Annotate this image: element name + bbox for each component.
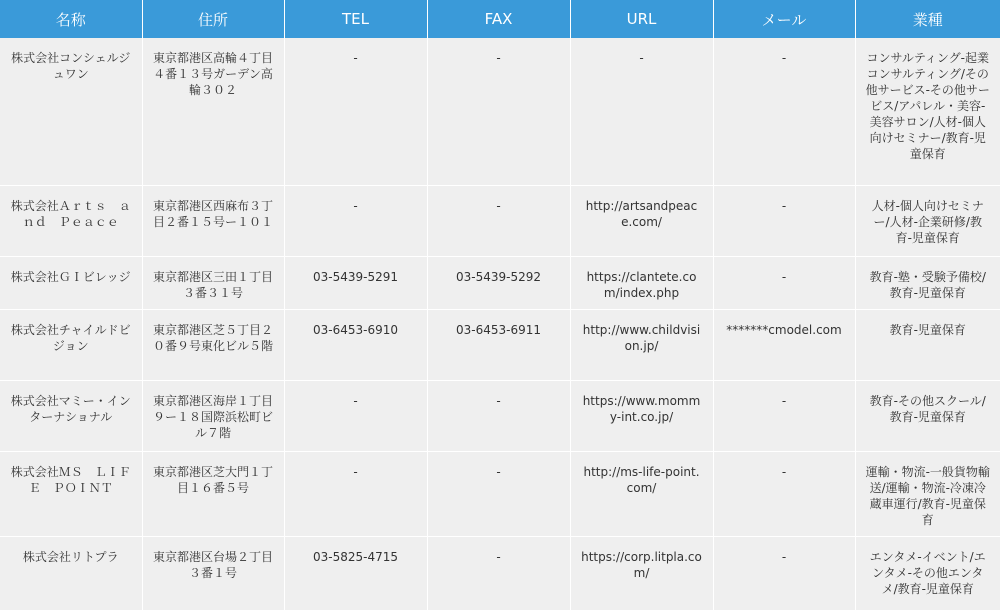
table-row <box>0 310 1000 381</box>
cell-tel: - <box>284 38 427 186</box>
cell-tel: - <box>284 186 427 257</box>
cell-email: - <box>713 38 855 186</box>
cell-address: 東京都港区三田１丁目３番３１号 <box>142 257 284 310</box>
cell-industry: エンタメ-イベント/エンタメ-その他エンタメ/教育-児童保育 <box>855 537 1000 610</box>
table-row <box>0 186 1000 257</box>
cell-fax: - <box>427 537 570 610</box>
cell-tel: - <box>284 452 427 537</box>
cell-fax: - <box>427 186 570 257</box>
cell-industry: 教育-塾・受験予備校/教育-児童保育 <box>855 257 1000 310</box>
header-tel: TEL <box>284 0 427 38</box>
cell-name: 株式会社コンシェルジュワン <box>0 38 142 186</box>
cell-fax: - <box>427 381 570 452</box>
cell-email: *******cmodel.com <box>713 310 855 381</box>
cell-tel: 03-5825-4715 <box>284 537 427 610</box>
cell-email: - <box>713 452 855 537</box>
table-header-row <box>0 0 1000 38</box>
cell-url: - <box>570 38 713 186</box>
table-row <box>0 537 1000 610</box>
cell-industry: 教育-児童保育 <box>855 310 1000 381</box>
cell-address: 東京都港区台場２丁目３番１号 <box>142 537 284 610</box>
cell-address: 東京都港区高輪４丁目４番１３号ガーデン高輪３０２ <box>142 38 284 186</box>
cell-address: 東京都港区芝大門１丁目１６番５号 <box>142 452 284 537</box>
cell-industry: 人材-個人向けセミナー/人材-企業研修/教育-児童保育 <box>855 186 1000 257</box>
cell-url[interactable]: https://corp.litpla.com/ <box>570 537 713 610</box>
header-fax: FAX <box>427 0 570 38</box>
cell-industry: 運輸・物流-一般貨物輸送/運輸・物流-冷凍冷蔵車運行/教育-児童保育 <box>855 452 1000 537</box>
cell-name: 株式会社リトプラ <box>0 537 142 610</box>
table-row <box>0 257 1000 310</box>
cell-url[interactable]: https://www.mommy-int.co.jp/ <box>570 381 713 452</box>
header-url: URL <box>570 0 713 38</box>
header-email: メール <box>713 0 855 38</box>
cell-address: 東京都港区西麻布３丁目２番１５号ー１０１ <box>142 186 284 257</box>
cell-name: 株式会社マミー・インターナショナル <box>0 381 142 452</box>
cell-url[interactable]: http://artsandpeace.com/ <box>570 186 713 257</box>
table-row <box>0 38 1000 186</box>
cell-name: 株式会社Ａｒｔｓ ａｎｄ Ｐｅａｃｅ <box>0 186 142 257</box>
cell-tel: 03-6453-6910 <box>284 310 427 381</box>
header-industry: 業種 <box>855 0 1000 38</box>
header-name: 名称 <box>0 0 142 38</box>
cell-fax: - <box>427 452 570 537</box>
cell-address: 東京都港区芝５丁目２０番９号東化ビル５階 <box>142 310 284 381</box>
cell-url[interactable]: http://ms-life-point.com/ <box>570 452 713 537</box>
cell-industry: コンサルティング-起業コンサルティング/その他サービス-その他サービス/アパレル・美容-美容サロン/人材-個人向けセミナー/教育-児童保育 <box>855 38 1000 186</box>
cell-email: - <box>713 381 855 452</box>
cell-fax: - <box>427 38 570 186</box>
cell-url[interactable]: http://www.childvision.jp/ <box>570 310 713 381</box>
cell-email: - <box>713 537 855 610</box>
cell-tel: - <box>284 381 427 452</box>
cell-email: - <box>713 186 855 257</box>
cell-tel: 03-5439-5291 <box>284 257 427 310</box>
cell-address: 東京都港区海岸１丁目９ー１８国際浜松町ビル７階 <box>142 381 284 452</box>
cell-email: - <box>713 257 855 310</box>
header-address: 住所 <box>142 0 284 38</box>
cell-industry: 教育-その他スクール/教育-児童保育 <box>855 381 1000 452</box>
table-row <box>0 452 1000 537</box>
cell-name: 株式会社チャイルドビジョン <box>0 310 142 381</box>
table-row <box>0 381 1000 452</box>
cell-url[interactable]: https://clantete.com/index.php <box>570 257 713 310</box>
cell-name: 株式会社ＭＳ ＬＩＦＥ ＰＯＩＮＴ <box>0 452 142 537</box>
cell-name: 株式会社ＧＩビレッジ <box>0 257 142 310</box>
cell-fax: 03-6453-6911 <box>427 310 570 381</box>
cell-fax: 03-5439-5292 <box>427 257 570 310</box>
